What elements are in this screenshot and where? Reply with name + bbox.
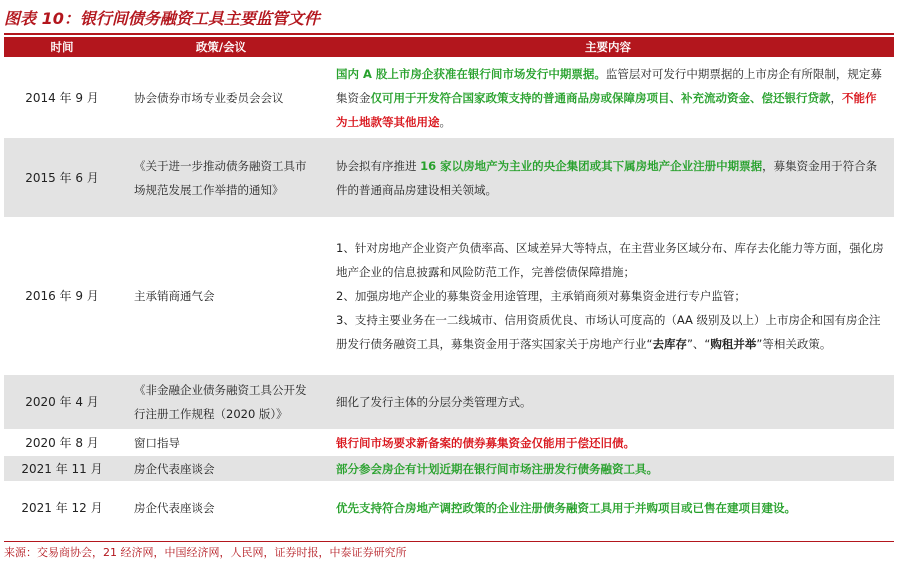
- row-meeting: 窗口指导: [120, 430, 322, 456]
- row-meeting: 协会债券市场专业委员会会议: [120, 58, 322, 138]
- table-header-row: [4, 37, 894, 58]
- row-content: [322, 375, 894, 430]
- row-date: 2020 年 8 月: [4, 430, 120, 456]
- policy-table: [4, 37, 894, 534]
- row-content: [322, 58, 894, 138]
- row-meeting: 房企代表座谈会: [120, 456, 322, 482]
- row-content: [322, 138, 894, 218]
- content-line: [336, 284, 884, 308]
- table-row: [4, 375, 894, 430]
- content-segment: 仅可用于开发符合国家政策支持的普通商品房或保障房项目、补充流动资金、偿还银行贷款: [370, 90, 831, 105]
- row-date: 2020 年 4 月: [4, 375, 120, 430]
- content-line: [336, 236, 884, 284]
- content-segment: 。: [439, 114, 451, 129]
- table-row: [4, 58, 894, 138]
- row-meeting: 《关于进一步推动债务融资工具市场规范发展工作举措的通知》: [120, 138, 322, 218]
- table-row: [4, 456, 894, 482]
- row-date: 2015 年 6 月: [4, 138, 120, 218]
- source-divider: [4, 541, 894, 542]
- content-segment: 国内 A 股上市房企获准在银行间市场发行中期票据。: [336, 66, 606, 81]
- content-segment: 协会拟有序推进: [336, 158, 421, 173]
- row-date: 2021 年 12 月: [4, 482, 120, 534]
- row-meeting: 《非金融企业债务融资工具公开发行注册工作规程（2020 版）》: [120, 375, 322, 430]
- source-note: 来源：交易商协会，21 经济网，中国经济网，人民网，证券时报，中泰证券研究所: [4, 546, 407, 559]
- content-segment: 银行间市场要求新备案的债券募集资金仅能用于偿还旧债。: [336, 435, 635, 450]
- content-segment: 购租并举: [710, 337, 757, 351]
- title-divider: [4, 33, 894, 35]
- content-segment: 16 家以房地产为主业的央企集团或其下属房地产企业注册中期票据: [420, 158, 763, 173]
- content-segment: 2、加强房地产企业的募集资金用途管理，主承销商须对募集资金进行专户监管；: [336, 289, 746, 303]
- content-segment: 去库存: [652, 337, 687, 351]
- content-segment: ”等相关政策。: [756, 337, 832, 351]
- row-content: [322, 218, 894, 375]
- row-content: [322, 430, 894, 456]
- content-segment: ，: [830, 90, 842, 105]
- content-segment: 细化了发行主体的分层分类管理方式。: [336, 395, 532, 409]
- header-policy: 政策/会议: [120, 37, 322, 58]
- table-row: [4, 218, 894, 375]
- table-row: [4, 430, 894, 456]
- content-segment: 优先支持符合房地产调控政策的企业注册债务融资工具用于并购项目或已售在建项目建设。: [336, 500, 796, 515]
- content-segment: ”、“: [686, 337, 711, 351]
- row-date: 2021 年 11 月: [4, 456, 120, 482]
- content-segment: 部分参会房企有计划近期在银行间市场注册发行债务融资工具。: [336, 461, 658, 476]
- content-segment: 不能作为土地款等其他用途: [336, 90, 877, 129]
- content-segment: 3、支持主要业务在一二线城市、信用资质优良、市场认可度高的（AA 级别及以上）上市房企和国有房企注册发行债务融资工具，募集资金用于落实国家关于房地产行业“: [336, 313, 881, 351]
- content-segment: 监管层对可发行中期票据的上市房企有所限制，规定募集资金: [336, 66, 882, 105]
- row-date: 2016 年 9 月: [4, 218, 120, 375]
- table-row: [4, 482, 894, 534]
- row-content: [322, 456, 894, 482]
- row-date: 2014 年 9 月: [4, 58, 120, 138]
- content-segment: ，募集资金用于符合条件的普通商品房建设相关领域。: [336, 158, 878, 197]
- row-content: [322, 482, 894, 534]
- header-time: 时间: [4, 37, 120, 58]
- row-meeting: 主承销商通气会: [120, 218, 322, 375]
- figure-title: 图表 10：银行间债务融资工具主要监管文件: [4, 9, 320, 28]
- header-content: 主要内容: [322, 37, 894, 58]
- row-meeting: 房企代表座谈会: [120, 482, 322, 534]
- content-line: [336, 308, 884, 356]
- table-row: [4, 138, 894, 218]
- content-segment: 1、针对房地产企业资产负债率高、区域差异大等特点，在主营业务区域分布、库存去化能力等方面，强化房地产企业的信息披露和风险防范工作，完善偿债保障措施；: [336, 241, 884, 279]
